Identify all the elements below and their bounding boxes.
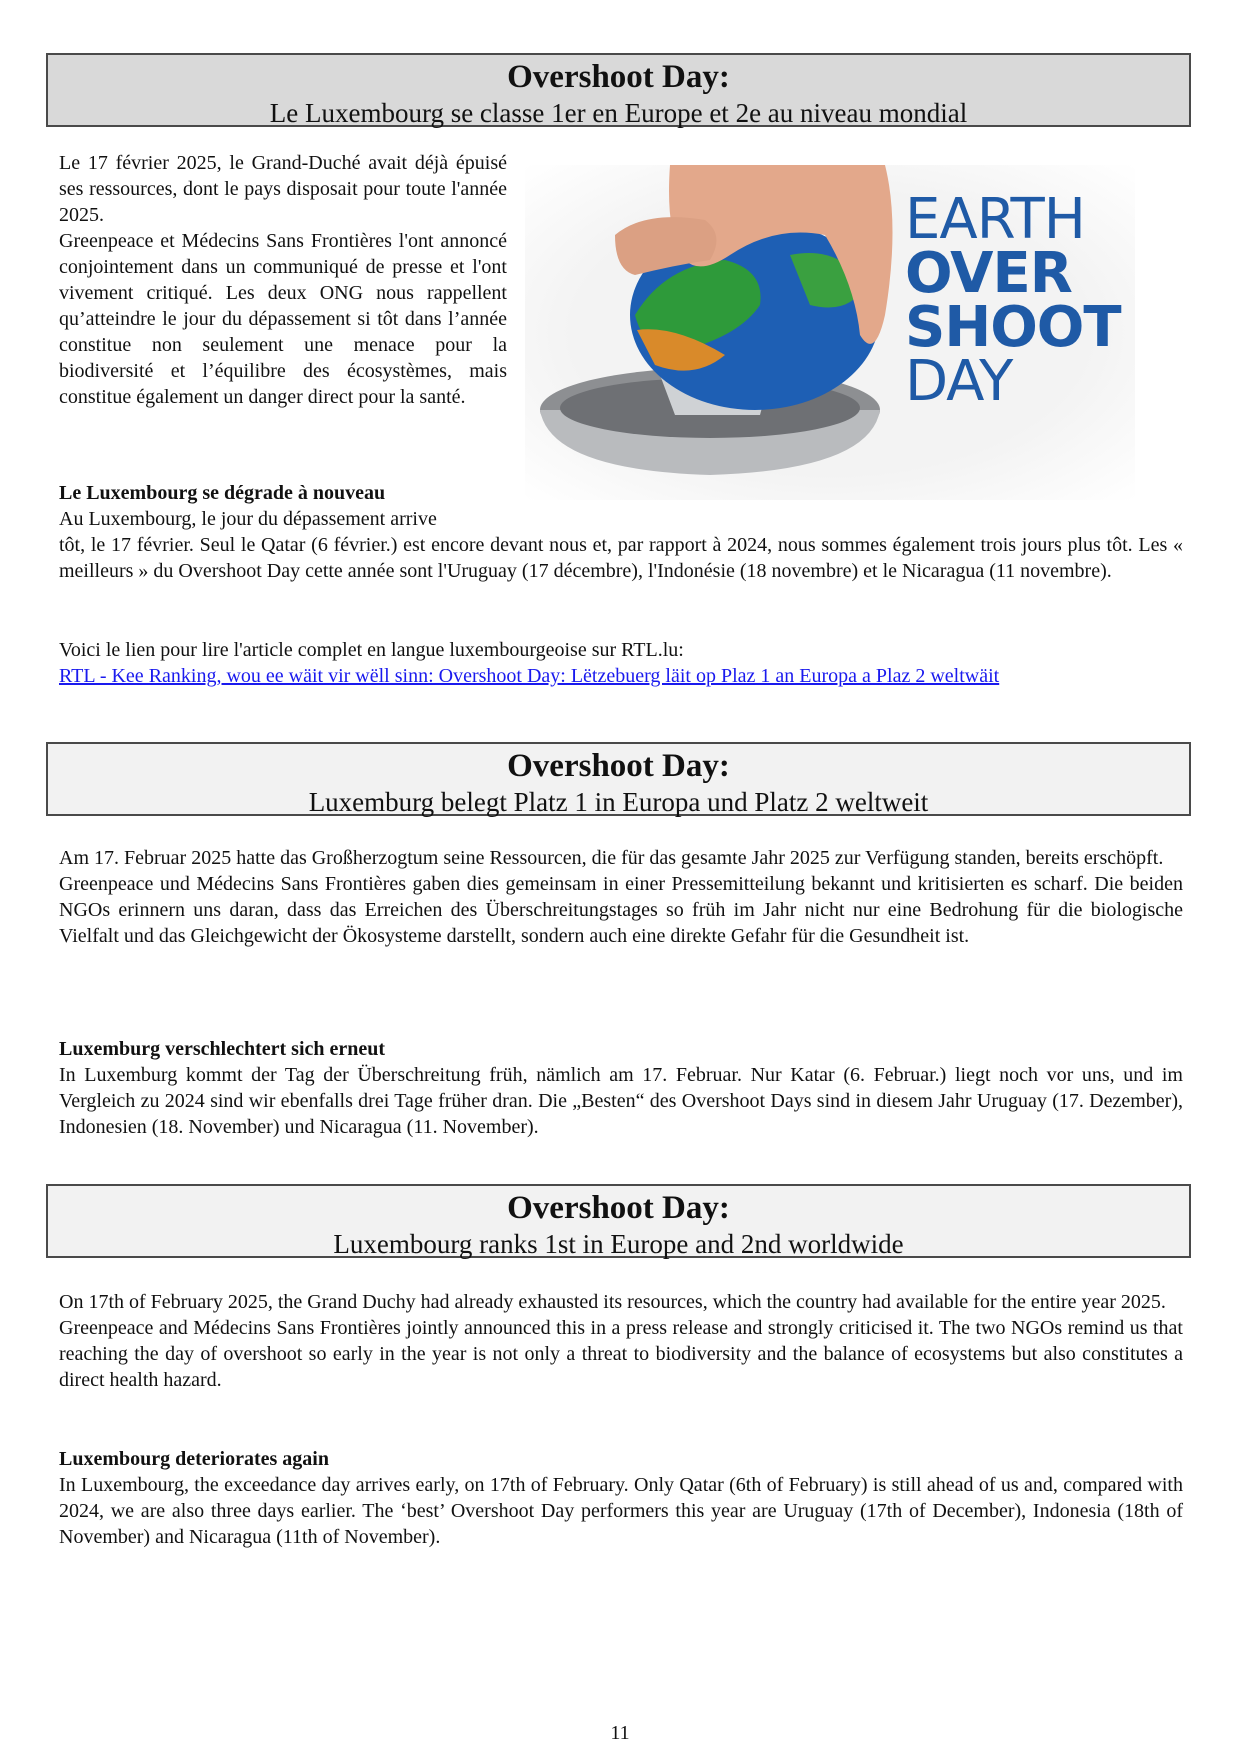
paragraph: Greenpeace et Médecins Sans Frontières l'ont annoncé conjointement dans un communiqué de presse et l'ont vivement critiqué. Les deux ONG nous rappellent qu’atteindre le jour du dépassement si tôt dans l’année constitue non seulement une menace pour la biodiversité et l’équilibre des écosystèmes, mais constitue également un danger direct pour la santé.: [59, 230, 507, 408]
earth-overshoot-day-logo: [905, 187, 1121, 414]
section-subtitle: Luxembourg ranks 1st in Europe and 2nd worldwide: [333, 1229, 904, 1259]
section-subtitle: Le Luxembourg se classe 1er en Europe et 2e au niveau mondial: [269, 98, 968, 128]
paragraph: Am 17. Februar 2025 hatte das Großherzogtum seine Ressourcen, die für das gesamte Jahr 2025 zur Verfügung standen, bereits erschöpft.: [59, 847, 1164, 869]
header-box-en: [46, 1184, 1191, 1258]
subheading-de: Luxemburg verschlechtert sich erneut: [59, 1038, 386, 1060]
header-box-de: [46, 742, 1191, 816]
body-text-fr: tôt, le 17 février. Seul le Qatar (6 février.) est encore devant nous et, par rapport à 2024, nous sommes également trois jours plus tôt. Les « meilleurs » du Overshoot Day cette année sont l'Uruguay (17 décembre), l'Indonésie (18 novembre) et le Nicaragua (11 novembre).: [59, 534, 1183, 582]
paragraph: On 17th of February 2025, the Grand Duchy had already exhausted its resources, which the country had available for the entire year 2025.: [59, 1291, 1166, 1313]
intro-text-en: [59, 1289, 1183, 1393]
logo-line-day: DAY: [905, 349, 1013, 414]
subheading-fr: Le Luxembourg se dégrade à nouveau: [59, 482, 386, 504]
logo-line-earth: EARTH: [905, 187, 1085, 252]
header-box-fr: [46, 53, 1191, 127]
link-container: [59, 663, 1183, 689]
paragraph: Le 17 février 2025, le Grand-Duché avait déjà épuisé ses ressources, dont le pays disposait pour toute l'année 2025.: [59, 152, 507, 226]
page-number: 11: [610, 1722, 630, 1744]
intro-text-de: [59, 845, 1183, 949]
logo-line-shoot: SHOOT: [905, 295, 1121, 360]
paragraph: Greenpeace und Médecins Sans Frontières gaben dies gemeinsam in einer Pressemitteilung bekannt und kritisierten es scharf. Die beiden NGOs erinnern uns daran, dass das Erreichen des Überschreitungstages so früh im Jahr nicht nur eine Bedrohung für die biologische Vielfalt und das Gleichgewicht der Ökosysteme darstellt, sondern auch eine direkte Gefahr für die Gesundheit ist.: [59, 873, 1183, 947]
body-text-en: In Luxembourg, the exceedance day arrives early, on 17th of February. Only Qatar (6th of February) is still ahead of us and, compared with 2024, we are also three days earlier. The ‘best’ Overshoot Day performers this year are Uruguay (17th of December), Indonesia (18th of November) and Nicaragua (11th of November).: [59, 1474, 1183, 1548]
subheading-en: Luxembourg deteriorates again: [59, 1448, 329, 1470]
link-intro-fr: Voici le lien pour lire l'article complet en langue luxembourgeoise sur RTL.lu:: [59, 639, 684, 661]
section-subtitle: Luxemburg belegt Platz 1 in Europa und Platz 2 weltweit: [308, 787, 929, 817]
rtl-article-link[interactable]: RTL - Kee Ranking, wou ee wäit vir wëll sinn: Overshoot Day: Lëtzebuerg läit op Plaz 1 an Europa a Plaz 2 weltwäit: [59, 665, 1000, 687]
earth-overshoot-day-image: [525, 165, 1135, 500]
body-text-de: In Luxemburg kommt der Tag der Überschreitung früh, nämlich am 17. Februar. Nur Katar (6. Februar.) liegt noch vor uns, und im Vergleich zu 2024 sind wir ebenfalls drei Tage früher dran. Die „Besten“ des Overshoot Days sind in diesem Jahr Uruguay (17. Dezember), Indonesien (18. November) und Nicaragua (11. November).: [59, 1064, 1183, 1138]
paragraph: Greenpeace and Médecins Sans Frontières jointly announced this in a press release and strongly criticised it. The two NGOs remind us that reaching the day of overshoot so early in the year is not only a threat to biodiversity and the balance of ecosystems but also constitutes a direct health hazard.: [59, 1317, 1183, 1391]
section-title: Overshoot Day:: [507, 1190, 730, 1226]
body-first-line-fr: Au Luxembourg, le jour du dépassement arrive: [59, 508, 437, 530]
section-title: Overshoot Day:: [507, 748, 730, 784]
section-title: Overshoot Day:: [507, 59, 730, 95]
logo-line-over: OVER: [905, 241, 1072, 306]
intro-text-fr: [59, 150, 507, 410]
